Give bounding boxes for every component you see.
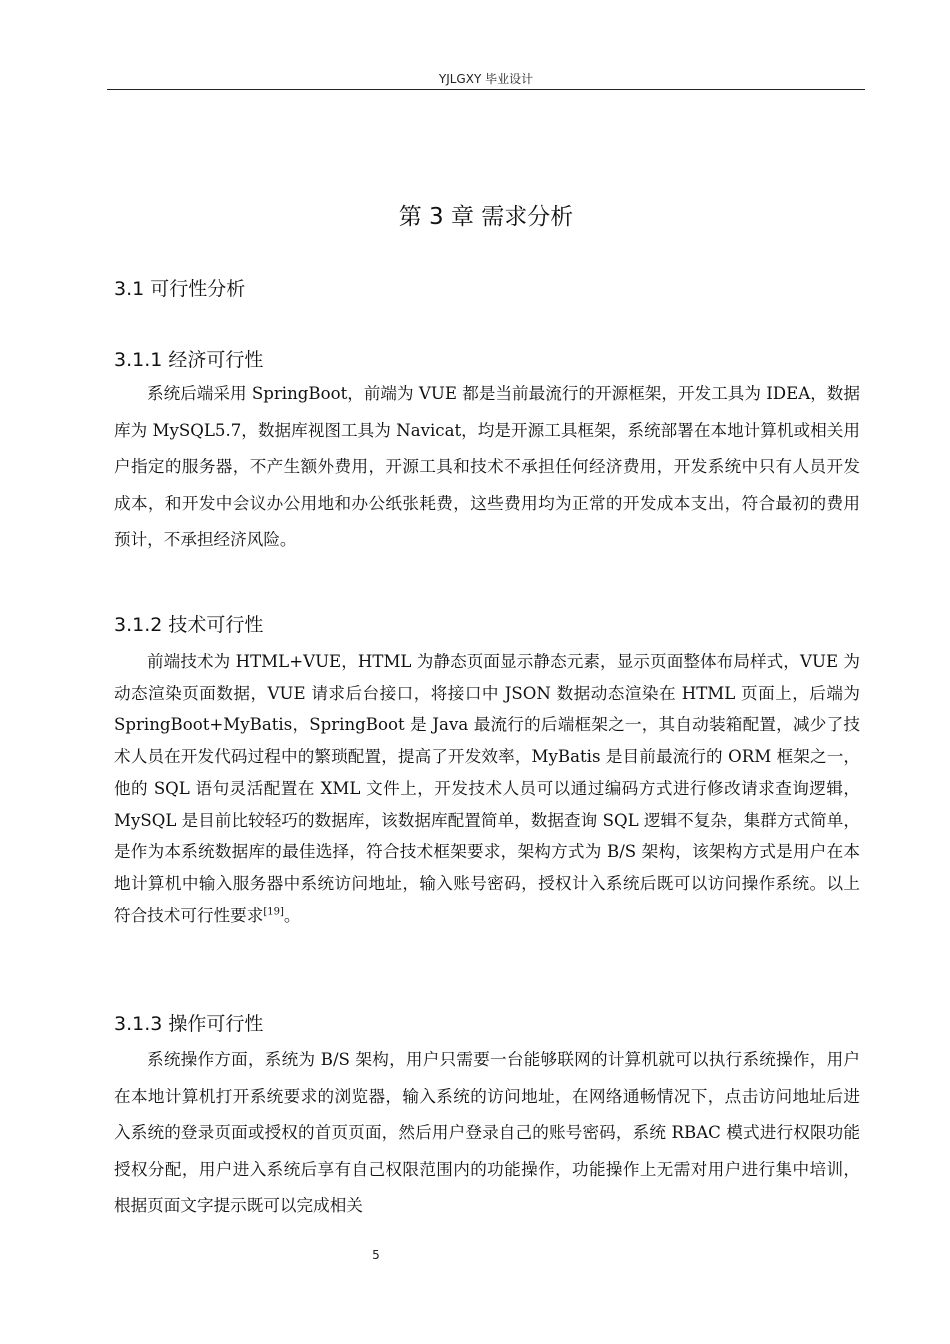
paragraph-text: 前端技术为 HTML+VUE，HTML 为静态页面显示静态元素，显示页面整体布局样式，VUE 为动态渲染页面数据，VUE 请求后台接口，将接口中 JSON 数据动态渲染在 HTML 页面上，后端为 SpringBoot+MyBatis，SpringBoot 是 Java 最流行的后端框架之一，其自动装箱配置，减少了技术人员在开发代码过程中的繁琐配置，提高了开发效率，MyBatis 是目前最流行的 ORM 框架之一，他的 SQL 语句灵活配置在 XML 文件上，开发技术人员可以通过编码方式进行修改请求查询逻辑，MySQL 是目前比较轻巧的数据库，该数据库配置简单，数据查询 SQL 逻辑不复杂，集群方式简单，是作为本系统数据库的最佳选择，符合技术框架要求，架构方式为 B/S 架构，该架构方式是用户在本地计算机中输入服务器中系统访问地址，输入账号密码，授权计入系统后既可以访问操作系统。以上符合技术可行性要求: [114, 652, 860, 925]
chapter-title: 第 3 章 需求分析: [398, 204, 574, 230]
section-heading-3-1-2: 3.1.2 技术可行性: [114, 614, 264, 636]
page-number: 5: [372, 1248, 380, 1262]
paragraph-economic-feasibility: 系统后端采用 SpringBoot，前端为 VUE 都是当前最流行的开源框架，开发工具为 IDEA，数据库为 MySQL5.7，数据库视图工具为 Navicat，均是开源工具框架，系统部署在本地计算机或相关用户指定的服务器，不产生额外费用，开源工具和技术不承担任何经济费用，开发系统中只有人员开发成本，和开发中会议办公用地和办公纸张耗费，这些费用均为正常的开发成本支出，符合最初的费用预计，不承担经济风险。: [114, 384, 860, 550]
section-heading-3-1-1: 3.1.1 经济可行性: [114, 349, 264, 371]
paragraph-operational-feasibility: 系统操作方面，系统为 B/S 架构，用户只需要一台能够联网的计算机就可以执行系统操作，用户在本地计算机打开系统要求的浏览器，输入系统的访问地址，在网络通畅情况下，点击访问地址后进入系统的登录页面或授权的首页页面，然后用户登录自己的账号密码，系统 RBAC 模式进行权限功能授权分配，用户进入系统后享有自己权限范围内的功能操作，功能操作上无需对用户进行集中培训，根据页面文字提示既可以完成相关: [114, 1050, 860, 1216]
citation-ref: [19]: [263, 906, 284, 918]
paragraph-technical-feasibility: [114, 646, 860, 931]
section-heading-3-1: 3.1 可行性分析: [114, 278, 246, 300]
page-header: YJLGXY 毕业设计: [438, 72, 534, 86]
header-rule: [107, 89, 865, 90]
paragraph-end: 。: [283, 905, 301, 925]
section-heading-3-1-3: 3.1.3 操作可行性: [114, 1013, 264, 1035]
